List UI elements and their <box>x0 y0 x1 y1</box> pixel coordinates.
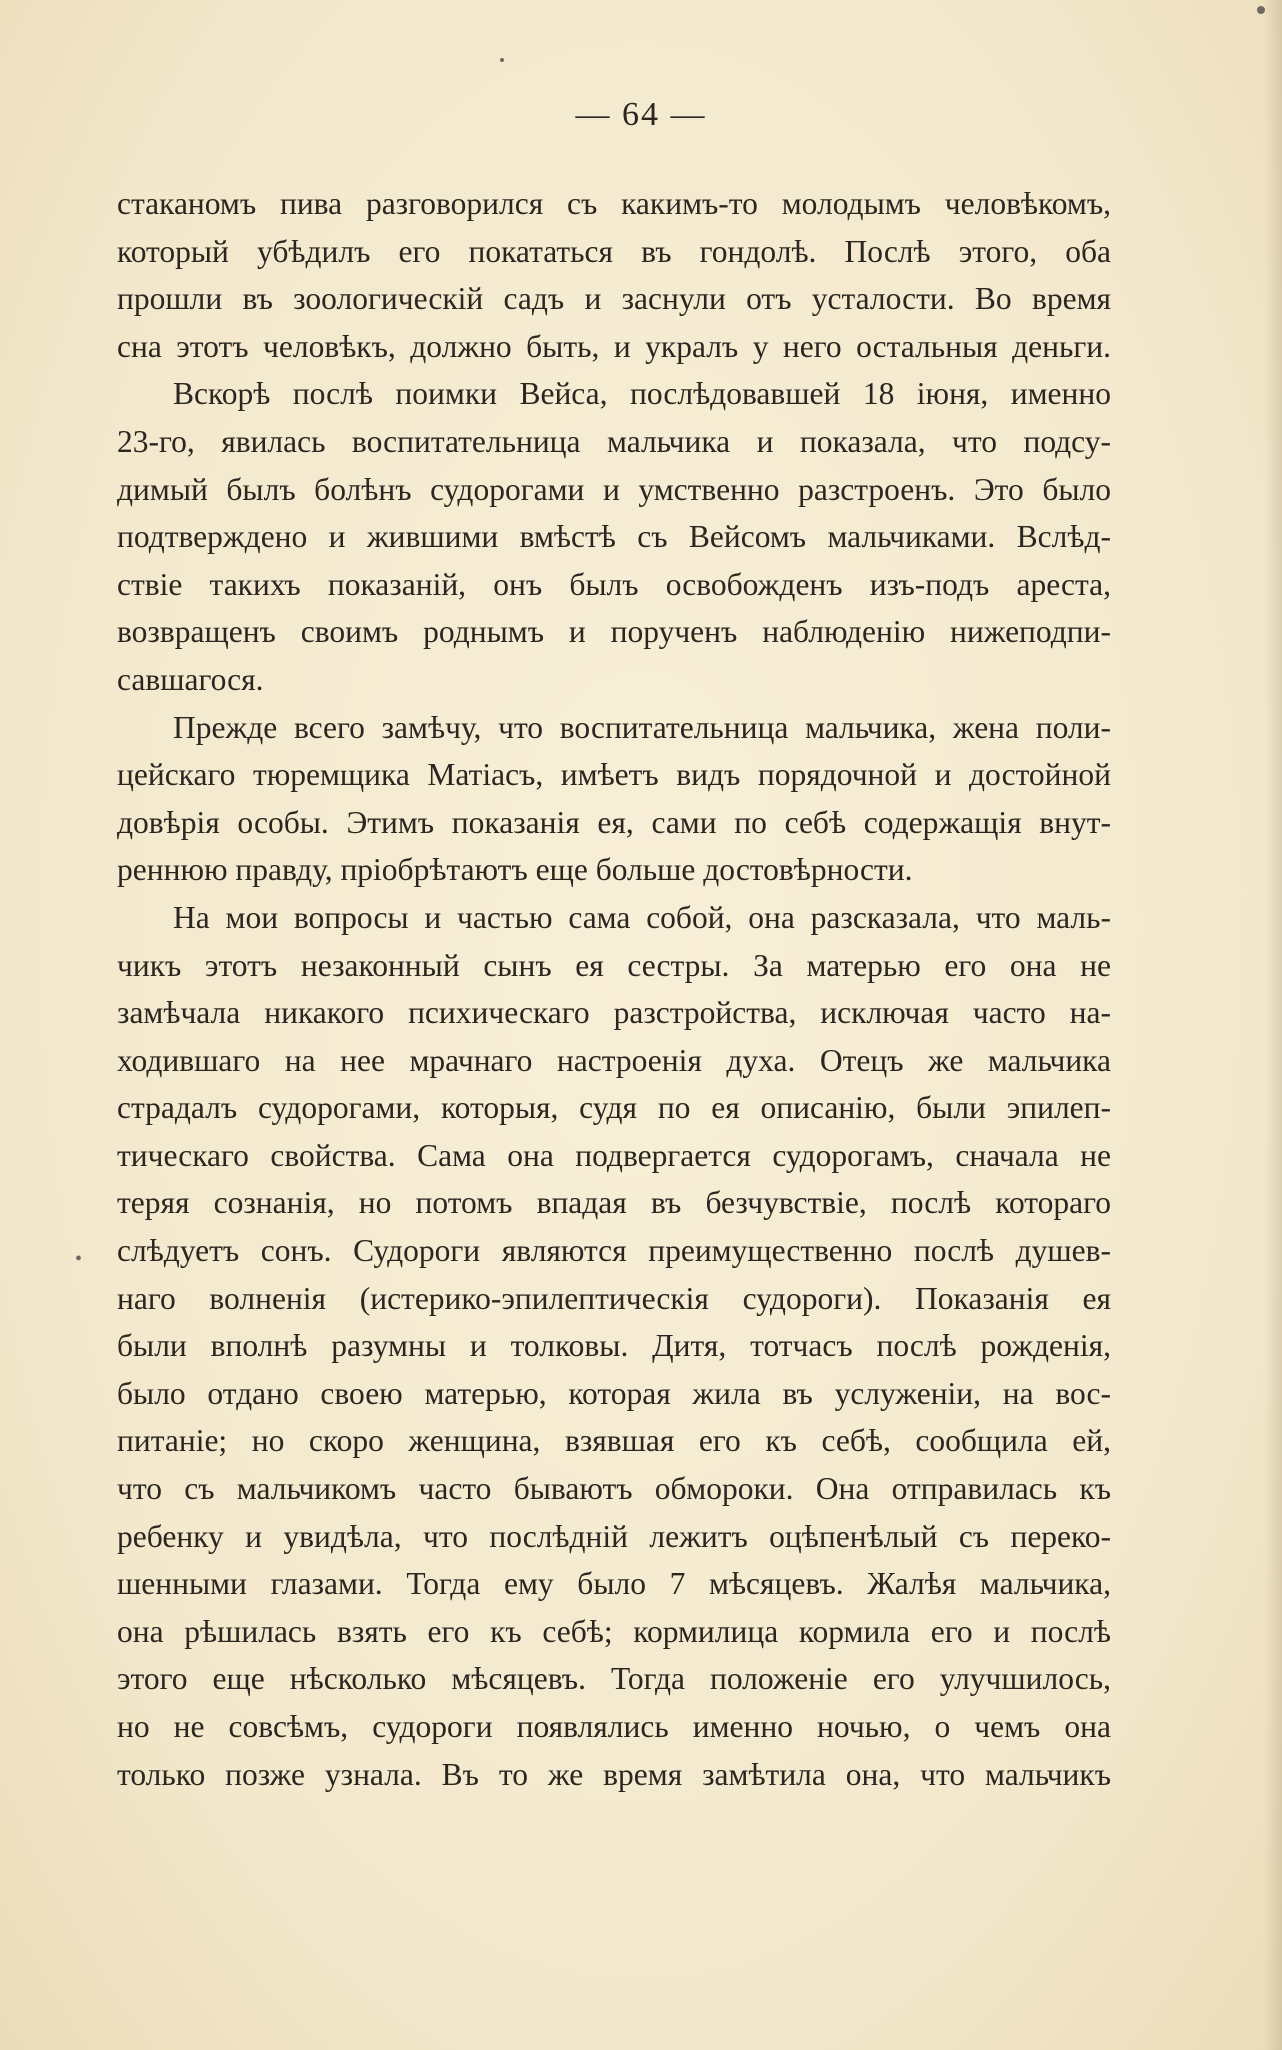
text-line: димый былъ болѣнъ судорогами и умственно разстроенъ. Это было <box>117 471 1111 507</box>
text-line: сна этотъ человѣкъ, должно быть, и укралъ у него остальныя деньги. <box>117 328 1111 364</box>
text-line: Прежде всего замѣчу, что воспитательница мальчика, жена поли- <box>173 709 1111 745</box>
page-number: — 64 — <box>575 96 707 133</box>
text-line: что съ мальчикомъ часто бываютъ обмороки. Она отправилась къ <box>117 1471 1111 1507</box>
text-line: только позже узнала. Въ то же время замѣтила она, что мальчикъ <box>117 1756 1111 1792</box>
text-line: было отдано своею матерью, которая жила въ услуженіи, на вос- <box>117 1375 1111 1411</box>
text-line: ребенку и увидѣла, что послѣдній лежитъ оцѣпенѣлый съ переко- <box>117 1518 1111 1554</box>
text-line: были вполнѣ разумны и толковы. Дитя, тотчасъ послѣ рожденія, <box>117 1328 1111 1364</box>
text-line: замѣчала никакого психическаго разстройства, исключая часто на- <box>117 995 1111 1031</box>
text-line: На мои вопросы и частью сама собой, она разсказала, что маль- <box>173 899 1111 935</box>
text-line: ходившаго на нее мрачнаго настроенія духа. Отецъ же мальчика <box>117 1042 1111 1078</box>
text-line: страдалъ судорогами, которыя, судя по ея описанію, были эпилеп- <box>117 1090 1111 1126</box>
text-line: возвращенъ своимъ роднымъ и порученъ наблюденію нижеподпи- <box>117 614 1111 650</box>
text-line: который убѣдилъ его покататься въ гондолѣ. Послѣ этого, оба <box>117 233 1111 269</box>
text-line: она рѣшилась взять его къ себѣ; кормилица кормила его и послѣ <box>117 1613 1111 1649</box>
text-line: этого еще нѣсколько мѣсяцевъ. Тогда положеніе его улучшилось, <box>117 1661 1111 1697</box>
text-line: реннюю правду, пріобрѣтаютъ еще больше достовѣрности. <box>117 852 913 888</box>
text-line: 23-го, явилась воспитательница мальчика и показала, что подсу- <box>117 423 1111 459</box>
page-edge-shadow <box>1264 0 1282 2050</box>
text-line: но не совсѣмъ, судороги появлялись именно ночью, о чемъ она <box>117 1709 1111 1744</box>
text-line: Вскорѣ послѣ поимки Вейса, послѣдовавшей 18 іюня, именно <box>173 376 1111 412</box>
print-speck <box>1257 6 1265 14</box>
text-line: чикъ этотъ незаконный сынъ ея сестры. За матерью его она не <box>117 947 1111 983</box>
text-line: шенными глазами. Тогда ему было 7 мѣсяцевъ. Жалѣя мальчика, <box>117 1566 1111 1602</box>
text-line: стаканомъ пива разговорился съ какимъ-то молодымъ человѣкомъ, <box>117 186 1111 221</box>
print-speck <box>500 58 504 62</box>
text-line: наго волненія (истерико-эпилептическія судороги). Показанія ея <box>117 1280 1111 1316</box>
text-line: ствіе такихъ показаній, онъ былъ освобожденъ изъ-подъ ареста, <box>117 566 1111 602</box>
text-line: питаніе; но скоро женщина, взявшая его къ себѣ, сообщила ей, <box>117 1423 1111 1459</box>
text-line: тическаго свойства. Сама она подвергается судорогамъ, сначала не <box>117 1137 1111 1173</box>
text-line: теряя сознанія, но потомъ впадая въ безчувствіе, послѣ котораго <box>117 1185 1111 1221</box>
text-line: довѣрія особы. Этимъ показанія ея, сами по себѣ содержащія внут- <box>117 804 1111 840</box>
body-text <box>117 180 1111 1798</box>
text-line: цейскаго тюремщика Матіасъ, имѣетъ видъ порядочной и достойной <box>117 757 1111 793</box>
text-line: подтверждено и жившими вмѣстѣ съ Вейсомъ мальчиками. Вслѣд- <box>117 519 1111 555</box>
text-line: савшагося. <box>117 661 264 697</box>
margin-mark: • <box>75 1248 83 1270</box>
text-line: прошли въ зоологическій садъ и заснули отъ усталости. Во время <box>117 281 1111 317</box>
text-line: слѣдуетъ сонъ. Судороги являются преимущественно послѣ душев- <box>117 1233 1111 1269</box>
